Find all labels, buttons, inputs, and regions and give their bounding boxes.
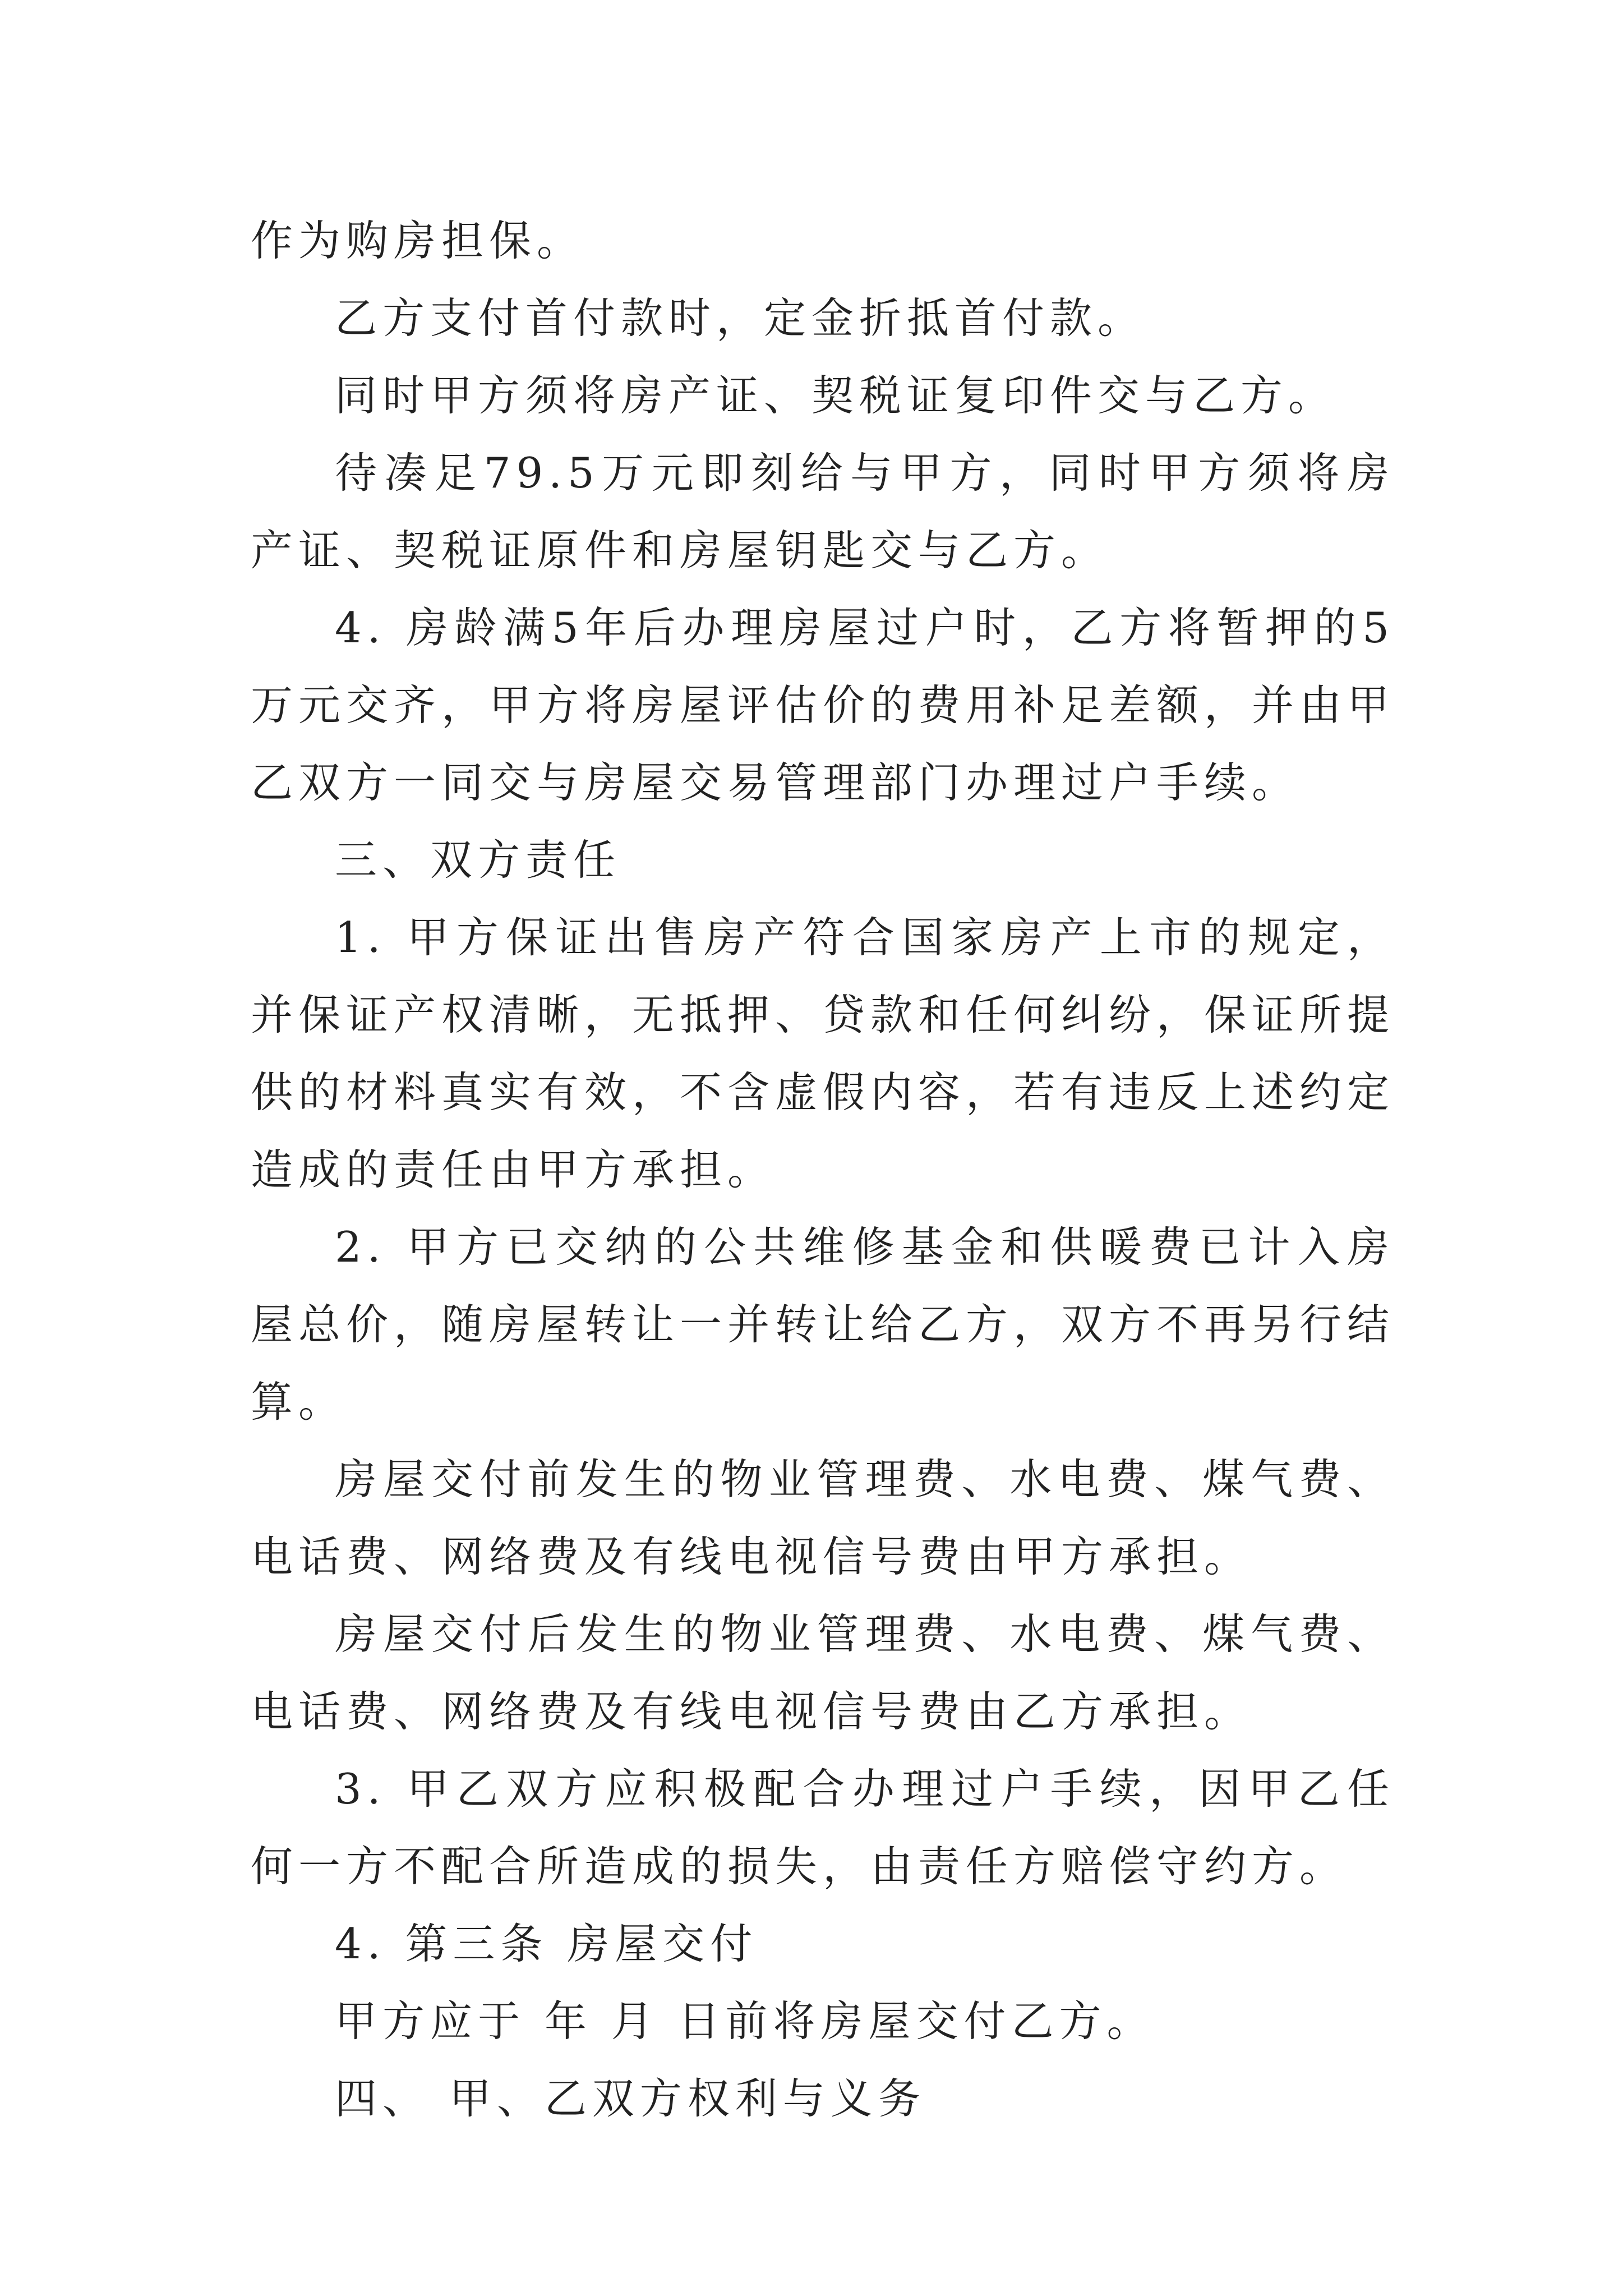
paragraph: 甲方应于 年 月 日前将房屋交付乙方。 — [335, 1996, 1155, 2046]
paragraph: 2. 甲方已交纳的公共维修基金和供暖费已计入房屋总价，随房屋转让一并转让给乙方，双方不再另行结算。 — [251, 1222, 1395, 1427]
paragraph: 1. 甲方保证出售房产符合国家房产上市的规定，并保证产权清晰，无抵押、贷款和任何纠纷，保证所提供的材料真实有效，不含虚假内容，若有违反上述约定造成的责任由甲方承担。 — [251, 913, 1395, 1194]
paragraph: 房屋交付后发生的物业管理费、水电费、煤气费、电话费、网络费及有线电视信号费由乙方承担。 — [251, 1609, 1395, 1736]
paragraph: 待凑足79.5万元即刻给与甲方，同时甲方须将房产证、契税证原件和房屋钥匙交与乙方。 — [251, 448, 1395, 575]
paragraph: 4. 房龄满5年后办理房屋过户时，乙方将暂押的5万元交齐，甲方将房屋评估价的费用补足差额，并由甲乙双方一同交与房屋交易管理部门办理过户手续。 — [251, 603, 1395, 807]
paragraph: 同时甲方须将房产证、契税证复印件交与乙方。 — [335, 371, 1336, 420]
document-body — [251, 202, 1395, 2137]
section-heading: 四、 甲、乙双方权利与义务 — [335, 2074, 926, 2123]
paragraph: 作为购房担保。 — [251, 216, 585, 265]
paragraph: 房屋交付前发生的物业管理费、水电费、煤气费、电话费、网络费及有线电视信号费由甲方承担。 — [251, 1455, 1395, 1581]
paragraph: 乙方支付首付款时，定金折抵首付款。 — [335, 293, 1146, 343]
section-heading: 三、双方责任 — [335, 835, 621, 885]
clause-heading: 4. 第三条 房屋交付 — [335, 1919, 758, 1968]
paragraph: 3. 甲乙双方应积极配合办理过户手续，因甲乙任何一方不配合所造成的损失，由责任方赔偿守约方。 — [251, 1764, 1395, 1891]
